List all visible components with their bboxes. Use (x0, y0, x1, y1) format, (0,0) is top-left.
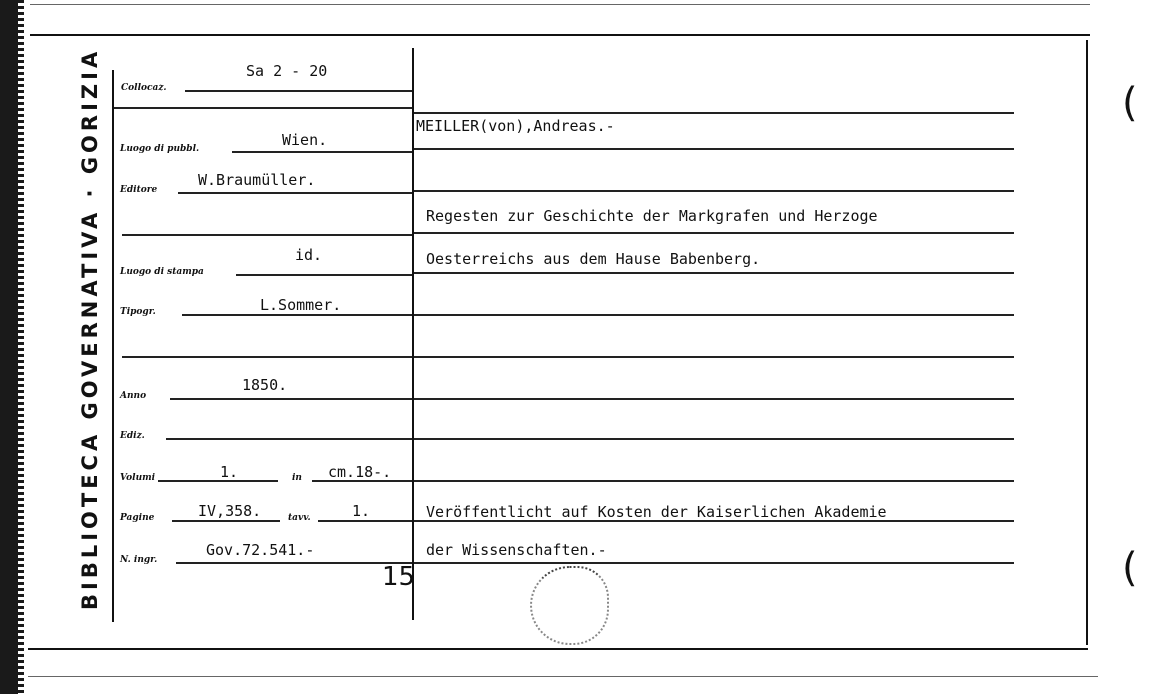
title-line-1: Regesten zur Geschichte der Markgrafen und Herzoge (426, 207, 878, 225)
pagine-value: IV,358. (198, 502, 262, 520)
tipografo-label: Tipogr. (120, 307, 156, 317)
field-rule (176, 562, 412, 564)
tavole-label: tavv. (288, 513, 311, 523)
anno-value: 1850. (242, 376, 288, 394)
ink-smudge (530, 566, 609, 645)
luogo-pubbl-label: Luogo di pubbl. (120, 144, 200, 154)
scan-edge (0, 0, 22, 694)
field-rule (318, 520, 412, 522)
collocazione-label: Collocaz. (121, 83, 167, 93)
field-rule (178, 192, 412, 194)
pagine-label: Pagine (120, 513, 155, 523)
tipografo-value: L.Sommer. (260, 296, 342, 314)
volumi-value: 1. (220, 463, 239, 481)
edge-bracket-bottom: ( (1122, 545, 1138, 591)
entry-rule (414, 314, 1014, 316)
ingresso-value: Gov.72.541.- (206, 541, 315, 559)
field-rule (236, 274, 412, 276)
card-top-border (30, 34, 1090, 36)
author: MEILLER(von),Andreas.- (416, 117, 615, 135)
entry-rule (414, 480, 1014, 482)
note-line-2: der Wissenschaften.- (426, 541, 607, 559)
left-divider (112, 70, 114, 622)
field-rule (232, 151, 412, 153)
entry-rule (414, 112, 1014, 114)
field-rule (114, 107, 412, 109)
entry-rule (414, 148, 1014, 150)
field-rule (182, 314, 412, 316)
entry-rule (414, 190, 1014, 192)
collocazione-value: Sa 2 - 20 (246, 62, 328, 80)
entry-rule (414, 562, 1014, 564)
margin-note: 15 (382, 562, 416, 592)
anno-label: Anno (120, 391, 147, 401)
tavole-value: 1. (352, 502, 371, 520)
title-line-2: Oesterreichs aus dem Hause Babenberg. (426, 250, 761, 268)
entry-rule (414, 232, 1014, 234)
luogo-stampa-value: id. (295, 246, 323, 264)
edge-bracket-top: ( (1122, 80, 1138, 126)
entry-rule (414, 356, 1014, 358)
field-rule (185, 90, 412, 92)
scan-top-line (30, 4, 1090, 5)
in-label: in (292, 473, 302, 483)
luogo-stampa-label: Luogo di stampa (120, 267, 204, 277)
entry-rule (414, 438, 1014, 440)
field-rule (166, 438, 412, 440)
entry-rule (414, 272, 1014, 274)
field-rule (122, 234, 412, 236)
ingresso-label: N. ingr. (120, 555, 158, 565)
card-bottom-border (28, 648, 1088, 650)
volumi-label: Volumi (120, 473, 156, 483)
in-value: cm.18-. (328, 463, 392, 481)
edizione-label: Ediz. (120, 431, 145, 441)
editore-value: W.Braumüller. (198, 171, 316, 189)
field-rule (122, 356, 412, 358)
field-rule (158, 480, 278, 482)
library-name: BIBLIOTECA GOVERNATIVA · GORIZIA (78, 47, 102, 610)
entry-rule (414, 398, 1014, 400)
scan-bottom-line (28, 676, 1098, 677)
field-rule (170, 398, 412, 400)
editore-label: Editore (120, 185, 158, 195)
card-right-border (1086, 40, 1088, 645)
field-rule (172, 520, 280, 522)
luogo-pubbl-value: Wien. (282, 131, 328, 149)
note-line-1: Veröffentlicht auf Kosten der Kaiserlichen Akademie (426, 503, 887, 521)
center-divider (412, 48, 414, 620)
